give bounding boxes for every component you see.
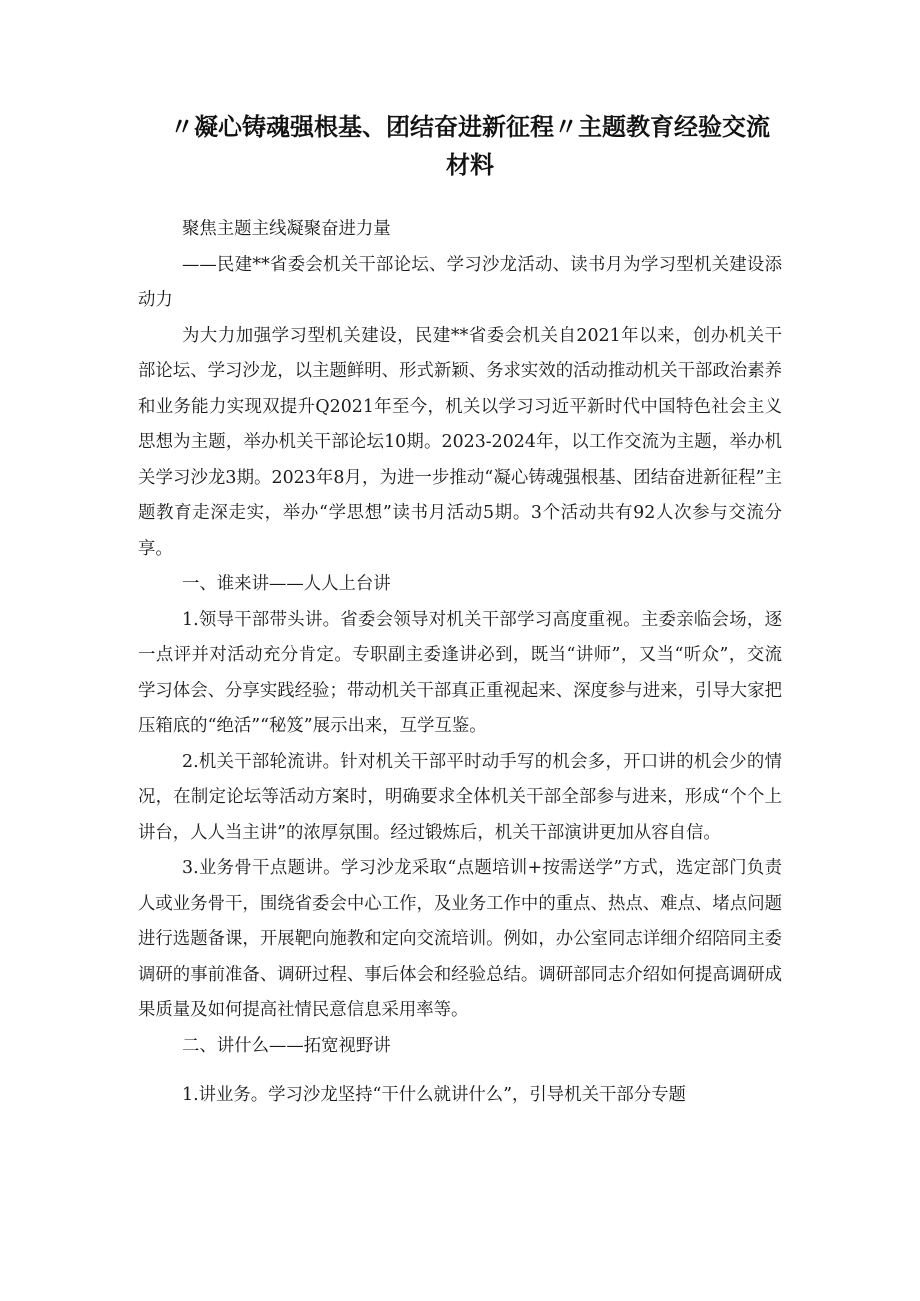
- subtitle-heading: 聚焦主题主线凝聚奋进力量: [182, 219, 391, 239]
- intro-paragraph: 为大力加强学习型机关建设，民建**省委会机关自2021年以来，创办机关干部论坛、学习沙龙，以主题鲜明、形式新颖、务求实效的活动推动机关干部政治素养和业务能力实现双提升Q2021年至今，机关以学习习近平新时代中国特色社会主义思想为主题，举办机关干部论坛10期。2023-2024年，以工作交流为主题，举办机关学习沙龙3期。2023年8月，为进一步推动“凝心铸魂强根基、团结奋进新征程”主题教育走深走实，举办“学思想”读书月活动5期。3个活动共有92人次参与交流分享。: [138, 325, 782, 559]
- title-line-2: 材料: [446, 151, 494, 179]
- document-title: [150, 108, 790, 184]
- paragraph-rotation: 2.机关干部轮流讲。针对机关干部平时动手写的机会多，开口讲的机会少的情况，在制定论坛等活动方案时，明确要求全体机关干部全部参与进来，形成“个个上讲台，人人当主讲”的浓厚氛围。经过锻炼后，机关干部演讲更加从容自信。: [138, 751, 782, 843]
- paragraph-leaders: 1.领导干部带头讲。省委会领导对机关干部学习高度重视。主委亲临会场，逐一点评并对活动充分肯定。专职副主委逢讲必到，既当“讲师”，又当“听众”，交流学习体会、分享实践经验；带动机关干部真正重视起来、深度参与进来，引导大家把压箱底的“绝活”“秘笈”展示出来，互学互鉴。: [138, 609, 782, 736]
- paragraph-backbone: 3.业务骨干点题讲。学习沙龙采取“点题培训+按需送学”方式，选定部门负责人或业务骨干，围绕省委会中心工作，及业务工作中的重点、热点、难点、堵点问题进行选题备课，开展靶向施教和定向交流培训。例如，办公室同志详细介绍陪同主委调研的事前准备、调研过程、事后体会和经验总结。调研部同志介绍如何提高调研成果质量及如何提高社情民意信息采用率等。: [138, 858, 782, 1020]
- document-body: [138, 212, 782, 1114]
- subtitle-line: ——民建**省委会机关干部论坛、学习沙龙活动、读书月为学习型机关建设添动力: [138, 254, 782, 310]
- section-heading-1: 一、谁来讲——人人上台讲: [182, 574, 391, 594]
- title-line-1: 〃凝心铸魂强根基、团结奋进新征程〃主题教育经验交流: [170, 113, 770, 141]
- paragraph-business: 1.讲业务。学习沙龙坚持“干什么就讲什么”，引导机关干部分专题: [182, 1085, 686, 1105]
- section-heading-2: 二、讲什么——拓宽视野讲: [182, 1035, 391, 1056]
